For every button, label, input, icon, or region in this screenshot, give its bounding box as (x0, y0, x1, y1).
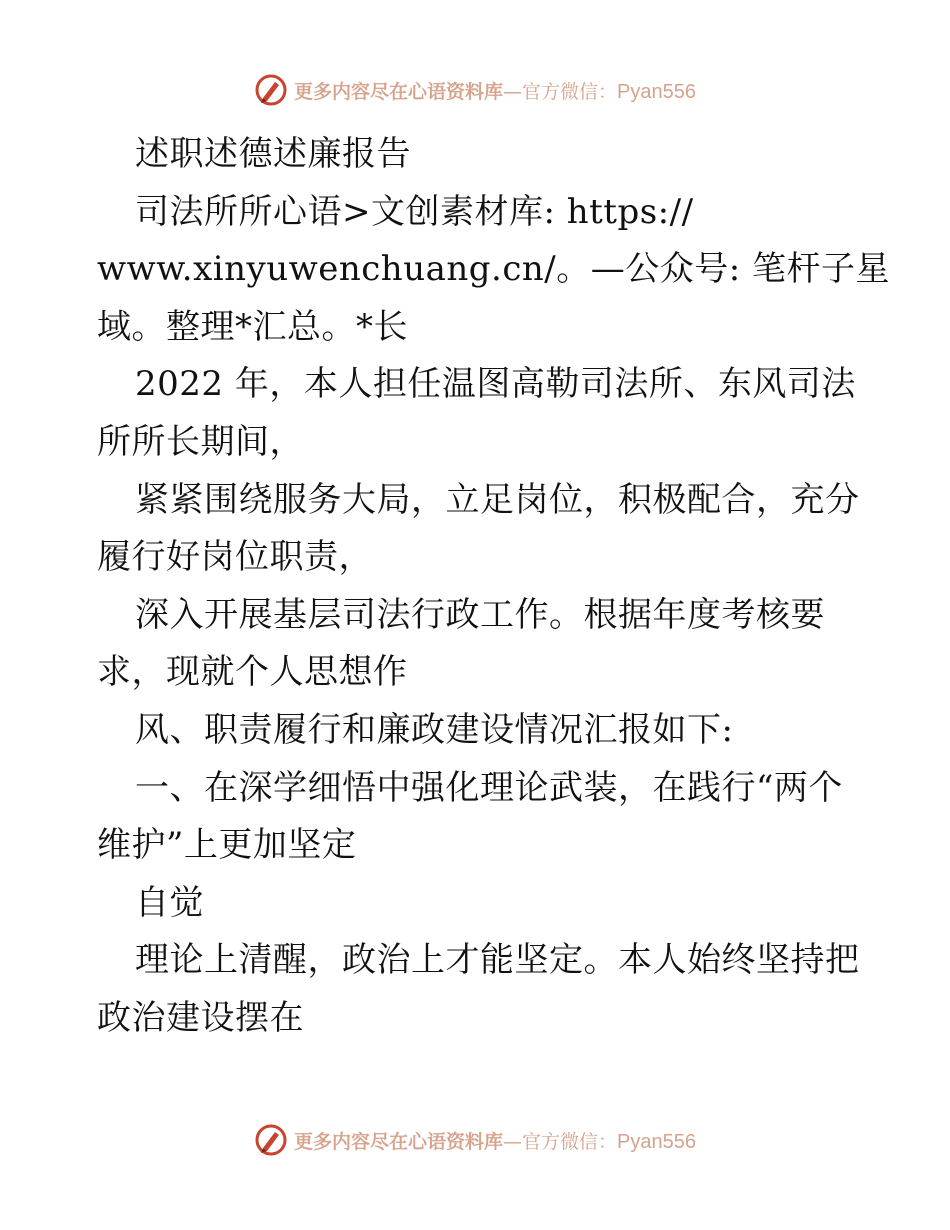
watermark-separator: — (503, 1130, 523, 1153)
text-line: 一、在深学细悟中强化理论武装，在践行“两个 (135, 767, 843, 808)
text-line: 履行好岗位职责， (97, 537, 373, 578)
pen-logo-icon (254, 1123, 288, 1157)
text-line: 理论上清醒，政治上才能坚定。本人始终坚持把 (135, 940, 860, 981)
document-body (97, 126, 890, 1048)
text-line: 所所长期间， (97, 421, 304, 462)
text-line: www.xinyuwenchuang.cn/。—公众号: 笔杆子星 (97, 249, 890, 290)
watermark-separator: — (503, 80, 523, 103)
text-line: 自觉 (135, 882, 204, 923)
text-line: 司法所所心语>文创素材库: https:// (135, 191, 694, 232)
watermark-main-text: 更多内容尽在心语资料库 (294, 1130, 504, 1153)
text-line: 维护”上更加坚定 (97, 825, 357, 866)
text-line: 紧紧围绕服务大局，立足岗位，积极配合，充分 (135, 479, 860, 520)
text-line: 2022 年，本人担任温图高勒司法所、东风司法 (135, 364, 856, 405)
text-line: 域。整理*汇总。*长 (97, 306, 408, 347)
watermark-label: 官方微信： (522, 80, 618, 103)
text-line: 述职述德述廉报告 (135, 134, 411, 174)
text-line: 深入开展基层司法行政工作。根据年度考核要 (135, 594, 825, 635)
text-line: 风、职责履行和廉政建设情况汇报如下: (135, 709, 734, 750)
footer-watermark (0, 1120, 950, 1160)
text-line: 求，现就个人思想作 (97, 652, 408, 693)
watermark-main-text: 更多内容尽在心语资料库 (294, 80, 504, 103)
watermark-wechat-id: Pyan556 (617, 80, 696, 103)
header-watermark (0, 70, 950, 110)
watermark-label: 官方微信： (522, 1130, 618, 1153)
pen-logo-icon (254, 73, 288, 107)
watermark-wechat-id: Pyan556 (617, 1130, 696, 1153)
text-line: 政治建设摆在 (97, 997, 304, 1038)
